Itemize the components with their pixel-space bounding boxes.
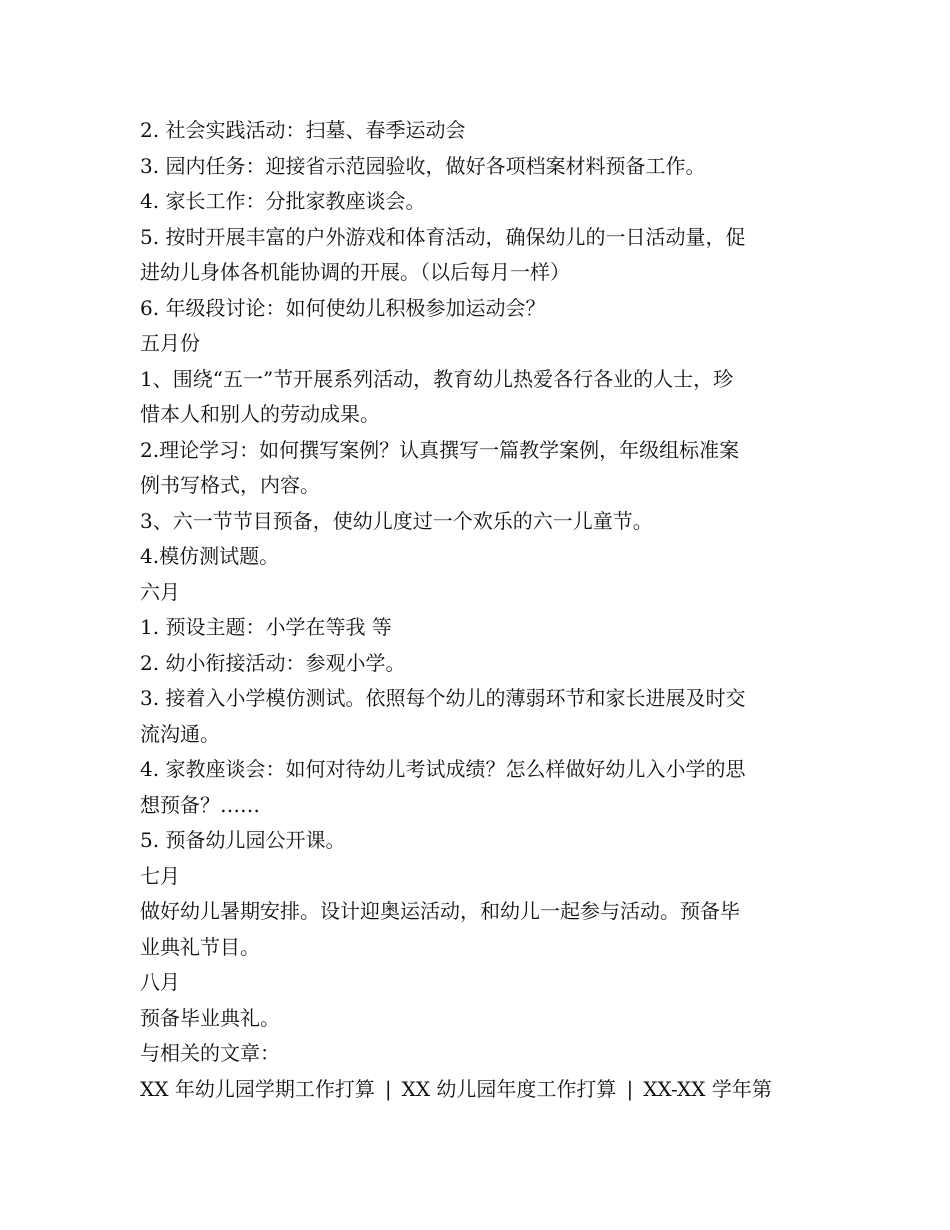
related-articles-label: 与相关的文章：: [140, 1041, 280, 1065]
text-line: 3. 园内任务：迎接省示范园验收，做好各项档案材料预备工作。: [140, 153, 706, 178]
related-article-link[interactable]: XX 幼儿园年度工作打算: [401, 1076, 617, 1101]
section-heading-july: 七月: [140, 863, 180, 888]
text-line: 2. 社会实践活动：扫墓、春季运动会: [140, 118, 466, 142]
related-articles-links: [140, 1072, 820, 1108]
text-line: 3、六一节节目预备，使幼儿度过一个欢乐的六一儿童节。: [140, 508, 653, 533]
text-line: 3. 接着入小学模仿测试。依照每个幼儿的薄弱环节和家长进展及时交: [140, 686, 746, 710]
text-line: 预备毕业典礼。: [140, 1005, 280, 1030]
section-heading-june: 六月: [140, 579, 180, 604]
text-line: 做好幼儿暑期安排。设计迎奥运活动，和幼儿一起参与活动。预备毕: [140, 899, 740, 923]
text-line: 4. 家教座谈会：如何对待幼儿考试成绩？怎么样做好幼儿入小学的思: [140, 757, 746, 781]
text-line: 2. 幼小衔接活动：参观小学。: [140, 650, 406, 675]
text-line: 1、围绕“五一”节开展系列活动，教育幼儿热爱各行各业的人士，珍: [140, 366, 734, 391]
text-line: 1. 预设主题：小学在等我 等: [140, 615, 392, 639]
related-article-link[interactable]: XX 年幼儿园学期工作打算: [140, 1076, 375, 1101]
text-line: 业典礼节目。: [140, 934, 260, 959]
text-line: 想预备？……: [140, 792, 260, 817]
document-body: [140, 113, 820, 1107]
text-line: 4. 家长工作：分批家教座谈会。: [140, 189, 426, 213]
text-line: 进幼儿身体各机能协调的开展。（以后每月一样）: [140, 260, 570, 284]
link-separator: |: [384, 1076, 392, 1101]
text-line: 4.模仿测试题。: [140, 544, 280, 568]
link-separator: |: [626, 1076, 634, 1101]
text-line: 6. 年级段讨论：如何使幼儿积极参加运动会？: [140, 295, 546, 320]
text-line: 5. 预备幼儿园公开课。: [140, 828, 346, 852]
text-line: 2.理论学习：如何撰写案例？认真撰写一篇教学案例，年级组标准案: [140, 437, 740, 462]
text-line: 5. 按时开展丰富的户外游戏和体育活动，确保幼儿的一日活动量，促: [140, 224, 746, 249]
text-line: 流沟通。: [140, 721, 220, 746]
related-article-link[interactable]: XX-XX 学年第: [643, 1076, 772, 1101]
text-line: 惜本人和别人的劳动成果。: [140, 402, 380, 426]
section-heading-august: 八月: [140, 970, 180, 994]
text-line: 例书写格式，内容。: [140, 473, 320, 497]
section-heading-may: 五月份: [140, 331, 200, 355]
